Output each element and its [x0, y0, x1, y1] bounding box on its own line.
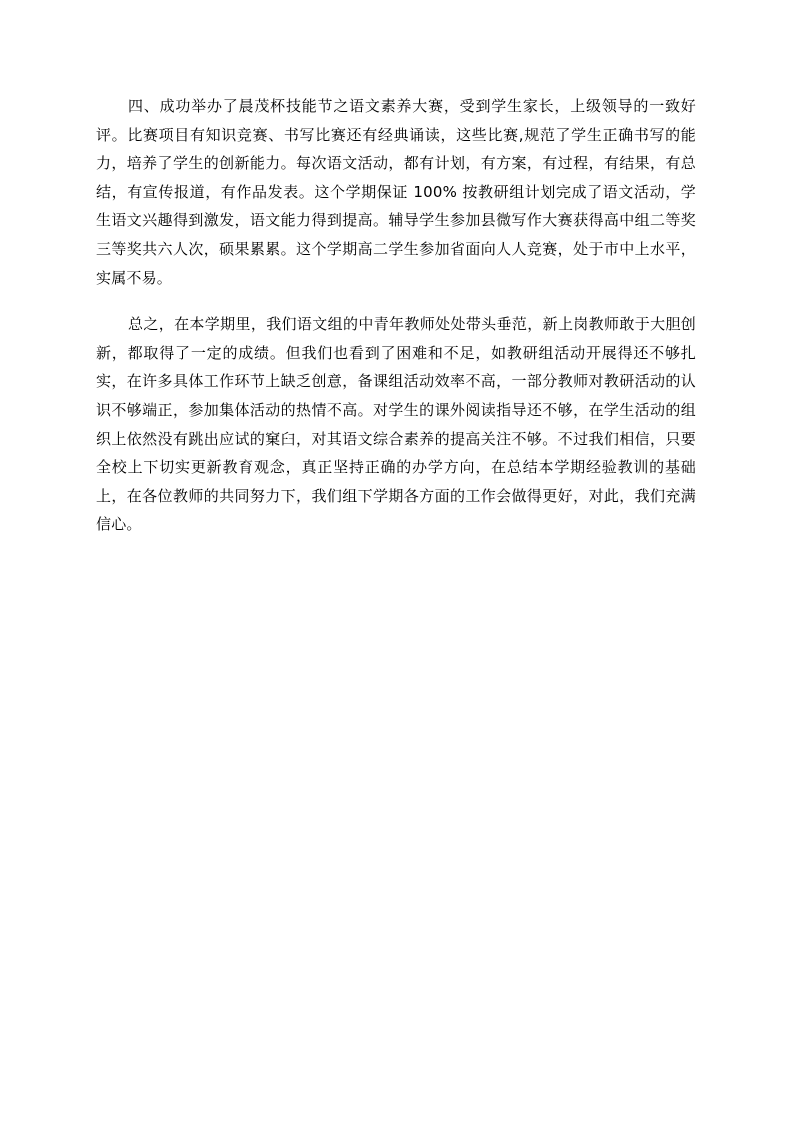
paragraph-summary: 总之，在本学期里，我们语文组的中青年教师处处带头垂范，新上岗教师敢于大胆创新，都取得了一定的成绩。但我们也看到了困难和不足，如教研组活动开展得还不够扎实，在许多具体工作环节上缺乏创意，备课组活动效率不高，一部分教师对教研活动的认识不够端正，参加集体活动的热情不高。对学生的课外阅读指导还不够，在学生活动的组织上依然没有跳出应试的窠臼，对其语文综合素养的提高关注不够。不过我们相信，只要全校上下切实更新教育观念，真正坚持正确的办学方向，在总结本学期经验教训的基础上，在各位教师的共同努力下，我们组下学期各方面的工作会做得更好，对此，我们充满信心。	[96, 315, 696, 534]
document-body	[96, 92, 696, 557]
paragraph-achievement: 四、成功举办了晨茂杯技能节之语文素养大赛，受到学生家长，上级领导的一致好评。比赛项目有知识竞赛、书写比赛还有经典诵读，这些比赛,规范了学生正确书写的能力，培养了学生的创新能力。每次语文活动，都有计划，有方案，有过程，有结果，有总结，有宣传报道，有作品发表。这个学期保证 100% 按教研组计划完成了语文活动，学生语文兴趣得到激发，语文能力得到提高。辅导学生参加县微写作大赛获得高中组二等奖三等奖共六人次，硕果累累。这个学期高二学生参加省面向人人竞赛，处于市中上水平，实属不易。	[96, 97, 696, 287]
